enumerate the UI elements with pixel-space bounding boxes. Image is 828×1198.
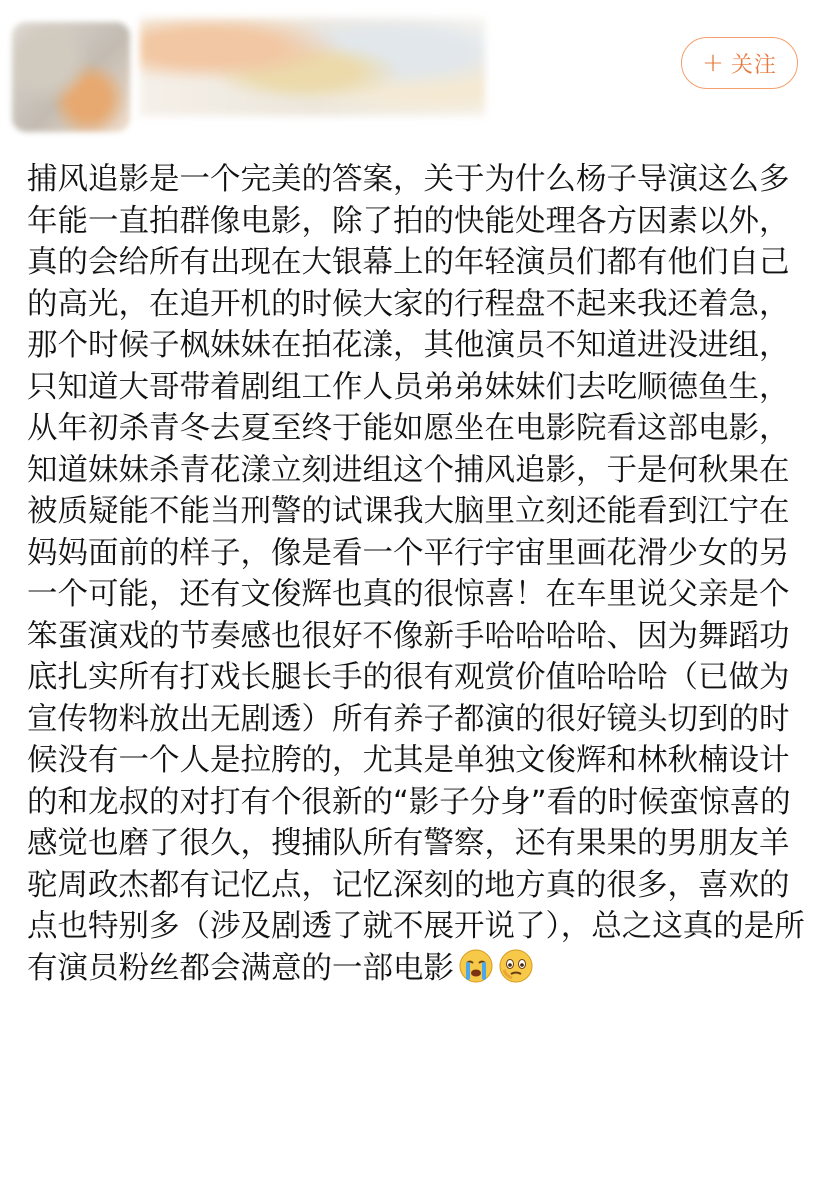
follow-label: 关注: [730, 52, 777, 78]
post-text: [27, 159, 807, 989]
post-header: [0, 0, 828, 150]
post-text-content: 捕风追影是一个完美的答案，关于为什么杨子导演这么多年能一直拍群像电影，除了拍的快能处理各方因素以外，真的会给所有出现在大银幕上的年轻演员们都有他们自己的高光，在追开机的时候大家的行程盘不起来我还着急，那个时候子枫妹妹在拍花漾，其他演员不知道进没进组，只知道大哥带着剧组工作人员弟弟妹妹们去吃顺德鱼生，从年初杀青冬去夏至终于能如愿坐在电影院看这部电影，知道妹妹杀青花漾立刻进组这个捕风追影，于是何秋果在被质疑能不能当刑警的试课我大脑里立刻还能看到江宁在妈妈面前的样子，像是看一个平行宇宙里画花滑少女的另一个可能，还有文俊辉也真的很惊喜！在车里说父亲是个笨蛋演戏的节奏感也很好不像新手哈哈哈哈、因为舞蹈功底扎实所有打戏长腿长手的很有观赏价值哈哈哈（已做为宣传物料放出无剧透）所有养子都演的很好镜头切到的时候没有一个人是拉胯的，尤其是单独文俊辉和林秋楠设计的和龙叔的对打有个很新的“影子分身”看的时候蛮惊喜的感觉也磨了很久，搜捕队所有警察，还有果果的男朋友羊驼周政杰都有记忆点，记忆深刻的地方真的很多，喜欢的点也特别多（涉及剧透了就不展开说了），总之这真的是所有演员粉丝都会满意的一部电影: [27, 162, 805, 986]
username-blurred[interactable]: [140, 18, 485, 116]
plus-icon: +: [702, 48, 725, 78]
holding-back-tears-face-icon: [498, 948, 534, 984]
follow-button[interactable]: [681, 37, 798, 89]
avatar[interactable]: [12, 22, 130, 132]
crying-face-icon: [458, 948, 494, 984]
